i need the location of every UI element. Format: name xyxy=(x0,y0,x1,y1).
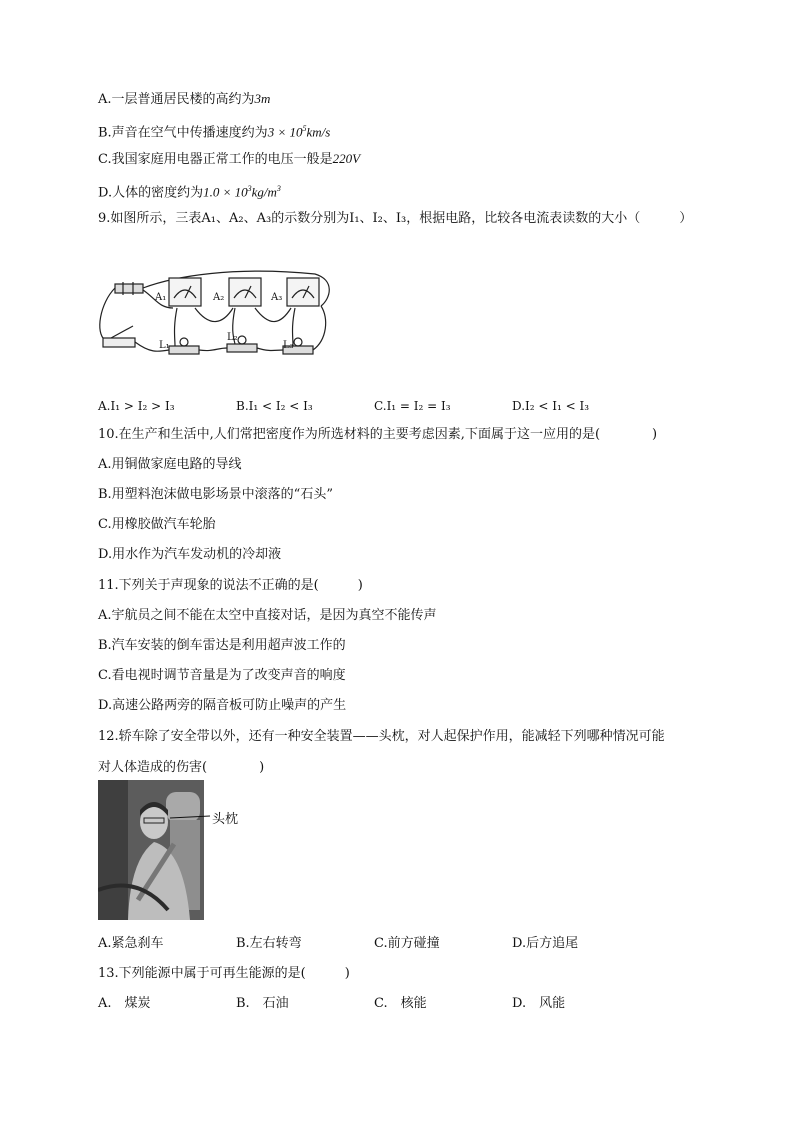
q8-option-c xyxy=(98,150,360,169)
q11-option-d: D.高速公路两旁的隔音板可防止噪声的产生 xyxy=(98,698,347,713)
q8-option-b-exponent: 5 xyxy=(302,124,307,133)
q10-option-d: D.用水作为汽车发动机的冷却液 xyxy=(98,547,282,562)
q12-option-d: D.后方追尾 xyxy=(512,936,579,951)
q13-stem: 13.下列能源中属于可再生能源的是( ) xyxy=(98,966,350,981)
q8-option-d xyxy=(98,180,281,202)
q13-option-c: C. 核能 xyxy=(374,996,427,1011)
q12-option-a: A.紧急刹车 xyxy=(98,936,164,951)
q9-option-b: B.I₁ < I₂ < I₃ xyxy=(236,399,313,413)
q8-option-d-unit: kg/m xyxy=(251,184,277,200)
q10-option-a: A.用铜做家庭电路的导线 xyxy=(98,457,242,472)
q9-label-l2: L₂ xyxy=(227,332,238,343)
q11-stem: 11.下列关于声现象的说法不正确的是( ) xyxy=(98,578,363,593)
q8-option-a-value: 3m xyxy=(254,91,271,106)
q13-option-a: A. 煤炭 xyxy=(98,996,151,1011)
q8-option-d-unit-exponent: 3 xyxy=(276,184,281,193)
q11-option-b: B.汽车安装的倒车雷达是利用超声波工作的 xyxy=(98,638,346,653)
q8-option-a-text: A.一层普通居民楼的高约为 xyxy=(98,92,255,107)
q12-stem-line1: 12.轿车除了安全带以外，还有一种安全装置——头枕，对人起保护作用，能减轻下列哪种情况可能 xyxy=(98,729,665,744)
q13-option-d: D. 风能 xyxy=(512,996,566,1011)
q8-option-d-exponent: 3 xyxy=(247,184,252,193)
q9-stem: 9.如图所示，三表A₁、A₂、A₃的示数分别为I₁、I₂、I₃，根据电路，比较各电流表读数的大小（ ） xyxy=(98,211,693,226)
q12-option-b: B.左右转弯 xyxy=(236,936,302,951)
q9-label-l1: L₁ xyxy=(159,340,170,351)
q10-option-c: C.用橡胶做汽车轮胎 xyxy=(98,517,216,532)
q13-option-b: B. 石油 xyxy=(236,996,289,1011)
q8-option-a xyxy=(98,90,270,109)
q8-option-b-unit: km/s xyxy=(306,124,331,140)
q12-option-c: C.前方碰撞 xyxy=(374,936,440,951)
q9-option-d: D.I₂ < I₁ < I₃ xyxy=(512,399,590,413)
q9-label-a3: A₃ xyxy=(271,292,283,303)
q12-headrest-label: 头枕 xyxy=(212,812,239,827)
q8-option-d-text: D.人体的密度约为 xyxy=(98,185,204,201)
q8-option-c-text: C.我国家庭用电器正常工作的电压一般是 xyxy=(98,152,333,167)
q8-option-d-value: 1.0 × 10 xyxy=(203,184,248,200)
q8-option-b-text: B.声音在空气中传播速度约为 xyxy=(98,125,268,141)
q11-option-c: C.看电视时调节音量是为了改变声音的响度 xyxy=(98,668,346,683)
q10-stem: 10.在生产和生活中,人们常把密度作为所选材料的主要考虑因素,下面属于这一应用的是( ) xyxy=(98,427,658,442)
q9-label-a1: A₁ xyxy=(155,292,167,303)
q11-option-a: A.宇航员之间不能在太空中直接对话，是因为真空不能传声 xyxy=(98,608,437,623)
q9-label-a2: A₂ xyxy=(213,292,225,303)
q12-stem-line2: 对人体造成的伤害( ) xyxy=(98,760,265,775)
q8-option-b-value: 3 × 10 xyxy=(267,124,303,140)
q9-label-l3: L₃ xyxy=(283,340,294,351)
q12-photo-illustration xyxy=(98,780,204,920)
q9-circuit-diagram xyxy=(95,268,335,380)
q12-headrest-photo xyxy=(98,780,204,920)
q9-option-c: C.I₁ = I₂ = I₃ xyxy=(374,399,451,413)
q10-option-b: B.用塑料泡沫做电影场景中滚落的“石头” xyxy=(98,487,333,502)
q12-label-pointer xyxy=(170,812,214,820)
q9-option-a: A.I₁ > I₂ > I₃ xyxy=(98,399,175,413)
q8-option-b xyxy=(98,120,330,142)
q8-option-c-value: 220V xyxy=(332,151,361,166)
